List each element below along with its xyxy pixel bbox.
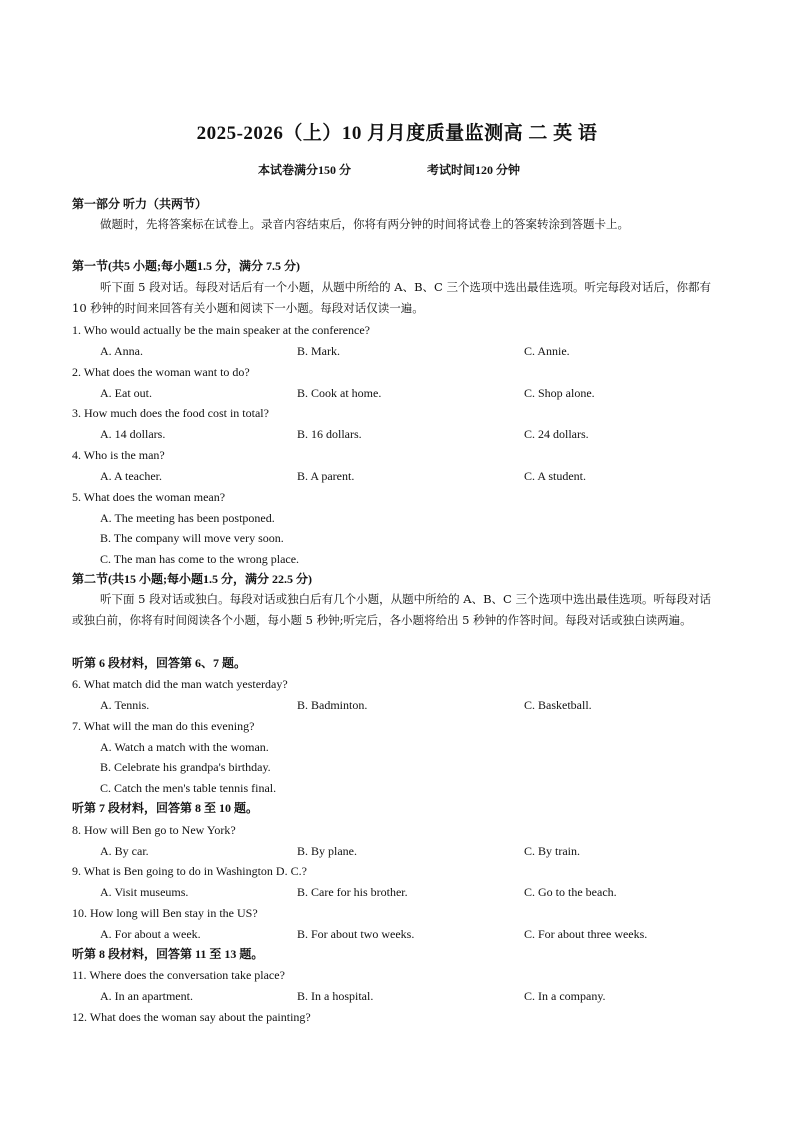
- q5-option-c: C. The man has come to the wrong place.: [100, 552, 300, 566]
- q4-option-c: C. A student.: [524, 469, 587, 483]
- q5-option-b: B. The company will move very soon.: [100, 531, 284, 545]
- q1-option-a: A. Anna.: [100, 344, 143, 358]
- q3-option-a: A. 14 dollars.: [100, 427, 166, 441]
- page-title: 2025-2026（上）10 月月度质量监测高 二 英 语: [196, 123, 598, 144]
- question-7: 7. What will the man do this evening?: [72, 719, 255, 733]
- q11-option-b: B. In a hospital.: [297, 989, 374, 1003]
- q8-option-a: A. By car.: [100, 844, 149, 858]
- question-12: 12. What does the woman say about the painting?: [72, 1010, 311, 1024]
- question-3: 3. How much does the food cost in total?: [72, 406, 269, 420]
- time-note: 考试时间120 分钟: [427, 163, 521, 177]
- q10-option-a: A. For about a week.: [100, 927, 201, 941]
- question-6: 6. What match did the man watch yesterday?: [72, 677, 288, 691]
- material-6-heading: 听第 6 段材料，回答第 6、7 题。: [72, 656, 247, 670]
- question-11: 11. Where does the conversation take place?: [72, 968, 285, 982]
- question-8: 8. How will Ben go to New York?: [72, 823, 236, 837]
- q6-option-c: C. Basketball.: [524, 698, 592, 712]
- q2-option-c: C. Shop alone.: [524, 386, 595, 400]
- q7-option-b: B. Celebrate his grandpa's birthday.: [100, 760, 271, 774]
- q10-option-c: C. For about three weeks.: [524, 927, 648, 941]
- material-7-heading: 听第 7 段材料，回答第 8 至 10 题。: [72, 801, 259, 815]
- q3-option-c: C. 24 dollars.: [524, 427, 589, 441]
- q1-option-c: C. Annie.: [524, 344, 570, 358]
- section2-heading: 第二节(共15 小题;每小题1.5 分，满分 22.5 分): [72, 572, 312, 586]
- q10-option-b: B. For about two weeks.: [297, 927, 415, 941]
- question-10: 10. How long will Ben stay in the US?: [72, 906, 258, 920]
- part1-heading: 第一部分 听力（共两节）: [72, 197, 208, 211]
- q2-option-b: B. Cook at home.: [297, 386, 382, 400]
- q7-option-c: C. Catch the men's table tennis final.: [100, 781, 277, 795]
- section2-instruction: 听下面 5 段对话或独白。每段对话或独白后有几个小题，从题中所给的 A、B、C 三个选项中选出最佳选项。听每段对话或独白前，你将有时间阅读各个小题，每小题 5 秒钟;听完后，各小题将给出 5 秒钟的作答时间。每段对话或独白读两遍。: [72, 592, 711, 627]
- question-5: 5. What does the woman mean?: [72, 490, 226, 504]
- part1-instruction: 做题时，先将答案标在试卷上。录音内容结束后，你将有两分钟的时间将试卷上的答案转涂到答题卡上。: [100, 217, 629, 231]
- section1-instruction: 听下面 5 段对话。每段对话后有一个小题，从题中所给的 A、B、C 三个选项中选出最佳选项。听完每段对话后，你都有 10 秒钟的时间来回答有关小题和阅读下一小题。每段对话仅读一遍。: [72, 280, 711, 315]
- q3-option-b: B. 16 dollars.: [297, 427, 362, 441]
- question-4: 4. Who is the man?: [72, 448, 165, 462]
- section1-heading: 第一节(共5 小题;每小题1.5 分，满分 7.5 分): [72, 259, 300, 273]
- q6-option-b: B. Badminton.: [297, 698, 368, 712]
- q8-option-c: C. By train.: [524, 844, 580, 858]
- question-2: 2. What does the woman want to do?: [72, 365, 250, 379]
- q6-option-a: A. Tennis.: [100, 698, 150, 712]
- q4-option-b: B. A parent.: [297, 469, 355, 483]
- question-9: 9. What is Ben going to do in Washington D. C.?: [72, 864, 307, 878]
- q11-option-a: A. In an apartment.: [100, 989, 193, 1003]
- q11-option-c: C. In a company.: [524, 989, 606, 1003]
- material-8-heading: 听第 8 段材料，回答第 11 至 13 题。: [72, 947, 264, 961]
- q7-option-a: A. Watch a match with the woman.: [100, 740, 269, 754]
- question-1: 1. Who would actually be the main speaker at the conference?: [72, 323, 370, 337]
- q4-option-a: A. A teacher.: [100, 469, 162, 483]
- full-score-note: 本试卷满分150 分: [258, 163, 352, 177]
- q8-option-b: B. By plane.: [297, 844, 357, 858]
- q1-option-b: B. Mark.: [297, 344, 340, 358]
- q5-option-a: A. The meeting has been postponed.: [100, 511, 275, 525]
- q9-option-b: B. Care for his brother.: [297, 885, 408, 899]
- q9-option-c: C. Go to the beach.: [524, 885, 617, 899]
- q9-option-a: A. Visit museums.: [100, 885, 189, 899]
- q2-option-a: A. Eat out.: [100, 386, 152, 400]
